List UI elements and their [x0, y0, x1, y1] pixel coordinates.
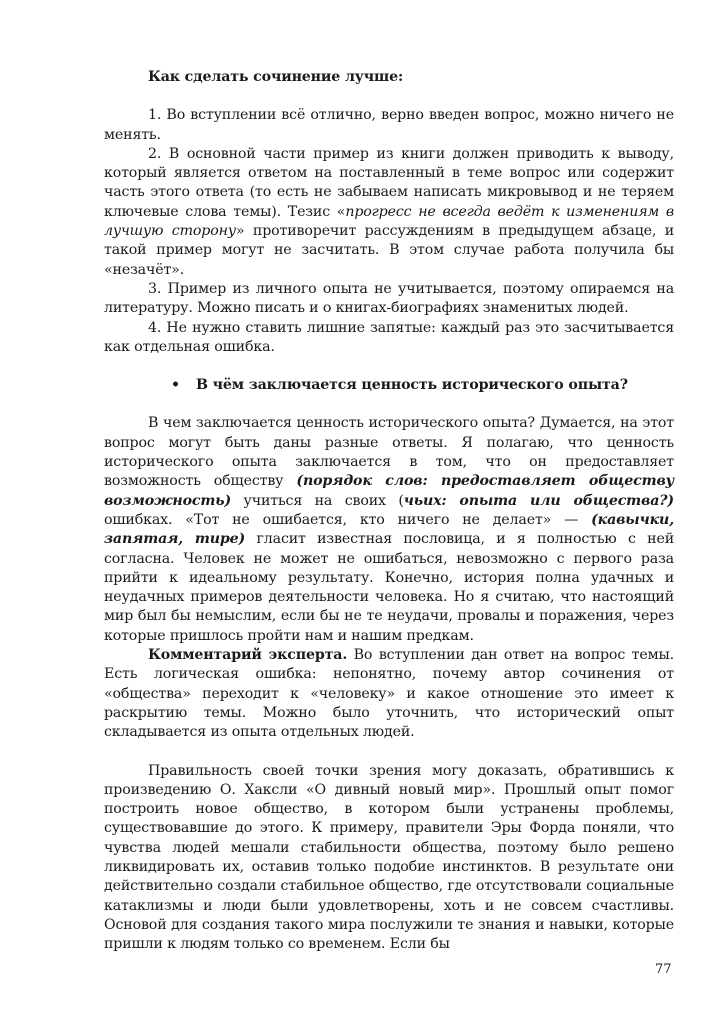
document-page	[104, 68, 674, 954]
thesis-quote: прогресс не всегда ведёт к изменениям в лучшую сторону	[104, 203, 674, 240]
page-number: 77	[655, 962, 672, 977]
annotation-whose: чьих: опыта или общества?)	[403, 492, 674, 509]
paragraph-gap	[104, 743, 674, 762]
advice-item-3: 3. Пример из личного опыта не учитывается, поэтому опираемся на литературу. Можно писать и о книгах-биографиях знаменитых людей.	[104, 280, 674, 317]
advice-item-2: 2. В основной части пример из книги должен приводить к выводу, который является ответом на поставленный в теме вопрос или содержит часть этого ответа (то есть не забываем написать микровывод и не теряем ключевые слова темы). Тезис «прогресс не всегда ведёт к изменениям в лучшую сторону» противоречит рассуждениям в предыдущем абзаце, и такой пример могут не засчитать. В этом случае работа получила бы «незачёт».	[104, 145, 674, 278]
advice-item-1: 1. Во вступлении всё отлично, верно введен вопрос, можно ничего не менять.	[104, 107, 674, 143]
bullet-icon: •	[171, 377, 180, 394]
annotation-word-order: (порядок слов: предоставляет обществу возможность)	[104, 473, 674, 509]
advice-item-4: 4. Не нужно ставить лишние запятые: каждый раз это засчитывается как отдельная ошибка.	[104, 319, 674, 355]
essay-topic-heading	[104, 376, 674, 395]
annotation-punctuation: (кавычки, запятая, тире)	[104, 511, 674, 548]
expert-comment-label: Комментарий эксперта.	[148, 647, 348, 664]
expert-comment: Комментарий эксперта. Во вступлении дан ответ на вопрос темы. Есть логическая ошибка: непонятно, почему автор сочинения от «общества» переходит к «человеку» и какое отношение это имеет к раскрытию темы. Можно было уточнить, что исторический опыт складывается из опыта отдельных людей.	[104, 647, 674, 741]
section-heading-improve: Как сделать сочинение лучше:	[148, 69, 404, 85]
essay-topic-title: В чём заключается ценность исторического опыта?	[196, 377, 628, 394]
essay-paragraph-argument: Правильность своей точки зрения могу доказать, обратившись к произведению О. Хаксли «О дивный новый мир». Прошлый опыт помог построить новое общество, в котором были устранены проблемы, существовавшие до этого. К примеру, правители Эры Форда поняли, что чувства людей мешали стабильности общества, поэтому было решено ликвидировать их, оставив только подобие инстинктов. В результате они действительно создали стабильное общество, где отсутствовали социальные катаклизмы и люди были удовлетворены, хоть и не совсем счастливы. Основой для создания такого мира послужили те знания и навыки, которые пришли к людям только со временем. Если бы	[104, 762, 674, 953]
essay-paragraph-intro: В чем заключается ценность исторического опыта? Думается, на этот вопрос могут быть даны разные ответы. Я полагаю, что ценность исторического опыта заключается в том, что он предоставляет возможность обществу (порядок слов: предоставляет обществу возможность) учиться на своих (чьих: опыта или общества?) ошибках. «Тот не ошибается, кто ничего не делает» — (кавычки, запятая, тире) гласит известная пословица, и я полностью с ней согласна. Человек не может не ошибаться, невозможно с первого раза прийти к идеальному результату. Конечно, история полна удачных и неудачных примеров деятельности человека. Но я считаю, что настоящий мир был бы немыслим, если бы не те неудачи, провалы и поражения, через которые пришлось пройти нам и нашим предкам.	[104, 415, 674, 644]
